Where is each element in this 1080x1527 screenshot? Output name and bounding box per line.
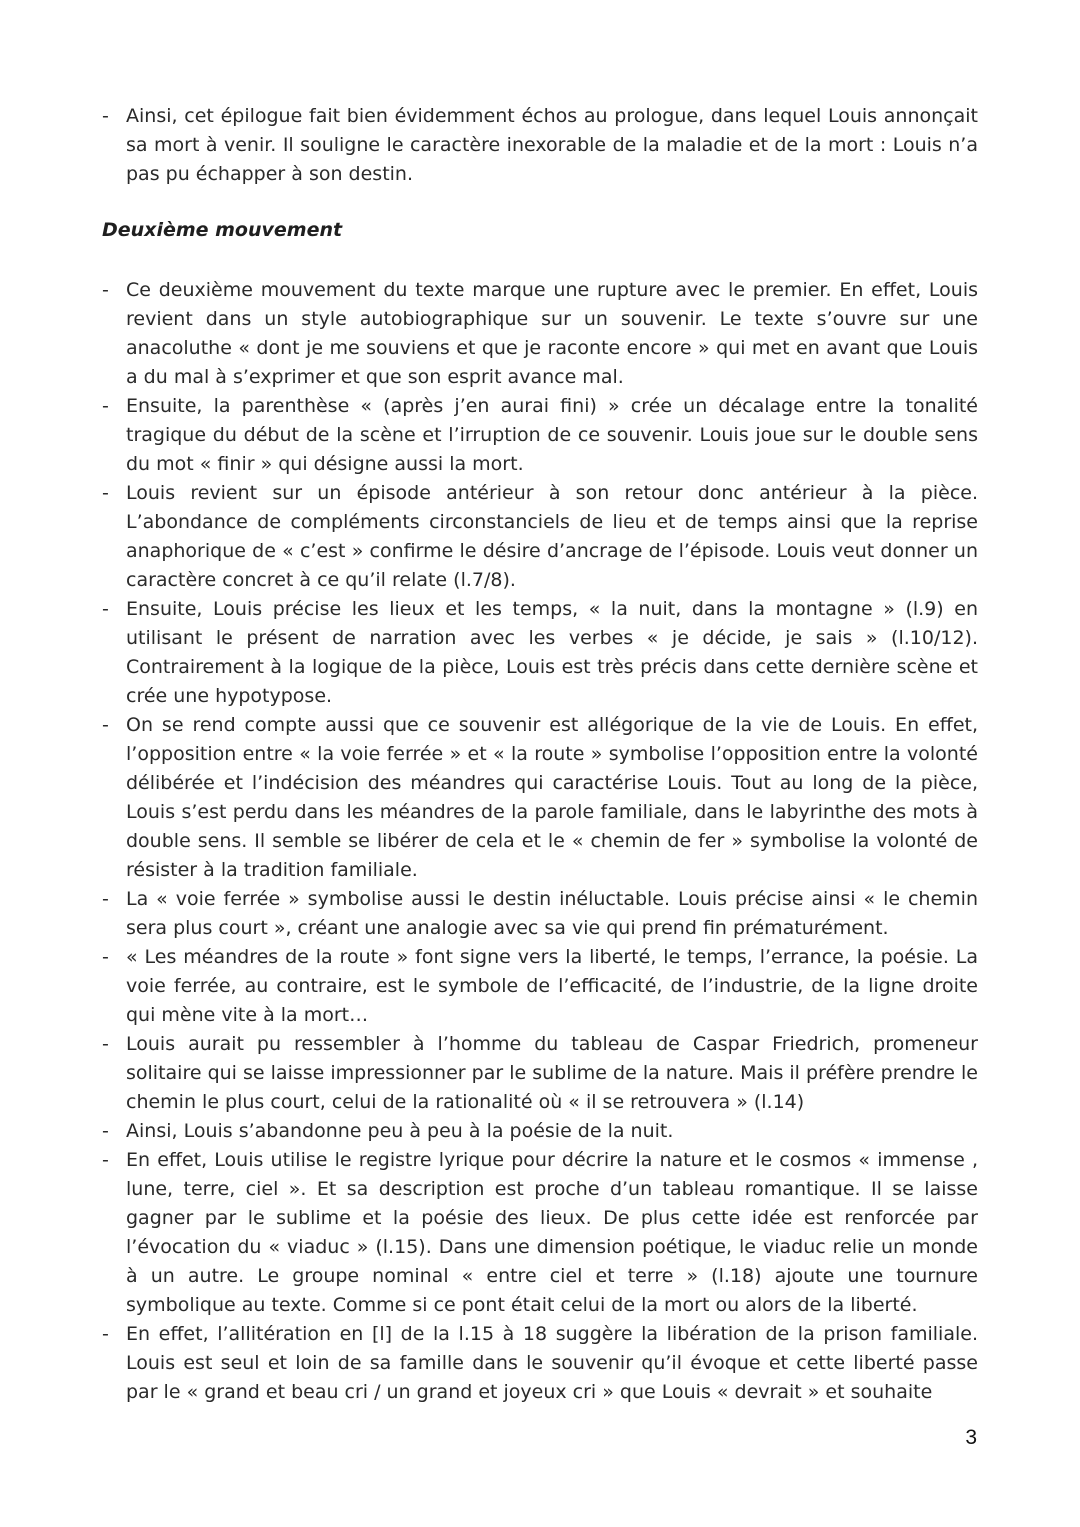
bullet-dash-icon: - <box>102 946 109 968</box>
bullet-dash-icon: - <box>102 1323 109 1345</box>
bullet-text: Ainsi, Louis s’abandonne peu à peu à la poésie de la nuit. <box>126 1120 674 1142</box>
bullet-dash-icon: - <box>102 395 109 417</box>
bullet-item <box>102 1030 978 1117</box>
bullet-dash-icon: - <box>102 714 109 736</box>
bullet-dash-icon: - <box>102 105 109 127</box>
bullet-text: En effet, Louis utilise le registre lyrique pour décrire la nature et le cosmos « immense , lune, terre, ciel ». Et sa description est proche d’un tableau romantique. Il se laisse gagner par le sublime et la poésie des lieux. De plus cette idée est renforcée par l’évocation du « viaduc » (l.15). Dans une dimension poétique, le viaduc relie un monde à un autre. Le groupe nominal « entre ciel et terre » (l.18) ajoute une tournure symbolique au texte. Comme si ce pont était celui de la mort ou alors de la liberté. <box>126 1149 978 1316</box>
bullet-dash-icon: - <box>102 279 109 301</box>
bullet-item <box>102 943 978 1030</box>
bullet-text: Ainsi, cet épilogue fait bien évidemment échos au prologue, dans lequel Louis annonçait sa mort à venir. Il souligne le caractère inexorable de la maladie et de la mort : Louis n’a pas pu échapper à son destin. <box>126 105 978 185</box>
bullet-item <box>102 392 978 479</box>
bullet-item <box>102 102 978 189</box>
bullet-dash-icon: - <box>102 598 109 620</box>
bullet-text: Louis revient sur un épisode antérieur à son retour donc antérieur à la pièce. L’abondance de compléments circonstanciels de lieu et de temps ainsi que la reprise anaphorique de « c’est » confirme le désire d’ancrage de l’épisode. Louis veut donner un caractère concret à ce qu’il relate (l.7/8). <box>126 482 978 591</box>
bullet-item <box>102 1117 978 1146</box>
bullet-dash-icon: - <box>102 1149 109 1171</box>
bullet-dash-icon: - <box>102 1120 109 1142</box>
bullet-text: Louis aurait pu ressembler à l’homme du tableau de Caspar Friedrich, promeneur solitaire qui se laisse impressionner par le sublime de la nature. Mais il préfère prendre le chemin le plus court, celui de la rationalité où « il se retrouvera » (l.14) <box>126 1033 978 1113</box>
bullet-item <box>102 1320 978 1407</box>
bullet-text: On se rend compte aussi que ce souvenir est allégorique de la vie de Louis. En effet, l’opposition entre « la voie ferrée » et « la route » symbolise l’opposition entre la volonté délibérée et l’indécision des méandres qui caractérise Louis. Tout au long de la pièce, Louis s’est perdu dans les méandres de la parole familiale, dans le labyrinthe des mots à double sens. Il semble se libérer de cela et le « chemin de fer » symbolise la volonté de résister à la tradition familiale. <box>126 714 978 881</box>
bullet-item <box>102 1146 978 1320</box>
bullet-text: En effet, l’allitération en [l] de la l.15 à 18 suggère la libération de la prison familiale. Louis est seul et loin de sa famille dans le souvenir qu’il évoque et cette liberté passe par le « grand et beau cri / un grand et joyeux cri » que Louis « devrait » et souhaite <box>126 1323 978 1403</box>
bullet-dash-icon: - <box>102 1033 109 1055</box>
bullet-item <box>102 711 978 885</box>
page-number: 3 <box>965 1426 977 1449</box>
section-heading: Deuxième mouvement <box>102 219 343 241</box>
bullet-dash-icon: - <box>102 482 109 504</box>
bullet-item <box>102 595 978 711</box>
section-bullet-list <box>102 276 978 1407</box>
bullet-item <box>102 885 978 943</box>
bullet-text: « Les méandres de la route » font signe vers la liberté, le temps, l’errance, la poésie. La voie ferrée, au contraire, est le symbole de l’efficacité, de l’industrie, de la ligne droite qui mène vite à la mort… <box>126 946 978 1026</box>
bullet-text: Ensuite, la parenthèse « (après j’en aurai fini) » crée un décalage entre la tonalité tragique du début de la scène et l’irruption de ce souvenir. Louis joue sur le double sens du mot « finir » qui désigne aussi la mort. <box>126 395 978 475</box>
intro-bullet-list <box>102 102 978 189</box>
bullet-item <box>102 276 978 392</box>
bullet-text: La « voie ferrée » symbolise aussi le destin inéluctable. Louis précise ainsi « le chemin sera plus court », créant une analogie avec sa vie qui prend fin prématurément. <box>126 888 978 939</box>
bullet-dash-icon: - <box>102 888 109 910</box>
bullet-item <box>102 479 978 595</box>
bullet-text: Ce deuxième mouvement du texte marque une rupture avec le premier. En effet, Louis revient dans un style autobiographique sur un souvenir. Le texte s’ouvre sur une anacoluthe « dont je me souviens et que je raconte encore » qui met en avant que Louis a du mal à s’exprimer et que son esprit avance mal. <box>126 279 978 388</box>
bullet-text: Ensuite, Louis précise les lieux et les temps, « la nuit, dans la montagne » (l.9) en utilisant le présent de narration avec les verbes « je décide, je sais » (l.10/12). Contrairement à la logique de la pièce, Louis est très précis dans cette dernière scène et crée une hypotypose. <box>126 598 978 707</box>
